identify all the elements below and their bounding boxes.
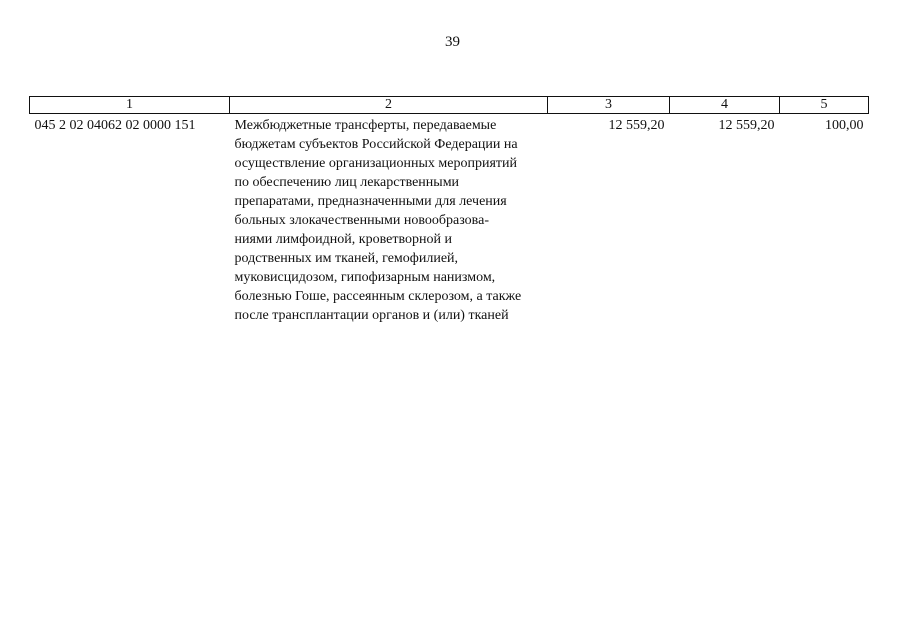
description-line: больных злокачественными новообразова- (234, 213, 489, 228)
budget-table (29, 96, 869, 325)
description-line: родственных им тканей, гемофилией, (234, 251, 459, 266)
column-header-3: 3 (548, 97, 670, 114)
budget-code-cell: 045 2 02 04062 02 0000 151 (34, 118, 196, 133)
page-number: 39 (445, 34, 460, 50)
amount-col4-cell: 12 559,20 (718, 118, 775, 133)
description-line: после трансплантации органов и (или) тканей (234, 308, 509, 323)
description-line: муковисцидозом, гипофизарным нанизмом, (234, 270, 496, 285)
table-header-row (30, 97, 869, 114)
percent-col5-cell: 100,00 (825, 118, 864, 133)
column-header-5: 5 (780, 97, 869, 114)
description-line: осуществление организационных мероприятий (234, 156, 518, 171)
description-line: препаратами, предназначенными для лечения (234, 194, 507, 209)
description-line: бюджетам субъектов Российской Федерации на (234, 137, 518, 152)
column-header-4: 4 (670, 97, 780, 114)
description-cell (230, 114, 548, 326)
description-line: по обеспечению лиц лекарственными (234, 175, 460, 190)
description-line: Межбюджетные трансферты, передаваемые (234, 118, 497, 133)
table-row (30, 114, 869, 326)
description-line: ниями лимфоидной, кроветворной и (234, 232, 452, 247)
description-line: болезнью Гоше, рассеянным склерозом, а также (234, 289, 522, 304)
column-header-2: 2 (230, 97, 548, 114)
amount-col3-cell: 12 559,20 (608, 118, 665, 133)
column-header-1: 1 (30, 97, 230, 114)
